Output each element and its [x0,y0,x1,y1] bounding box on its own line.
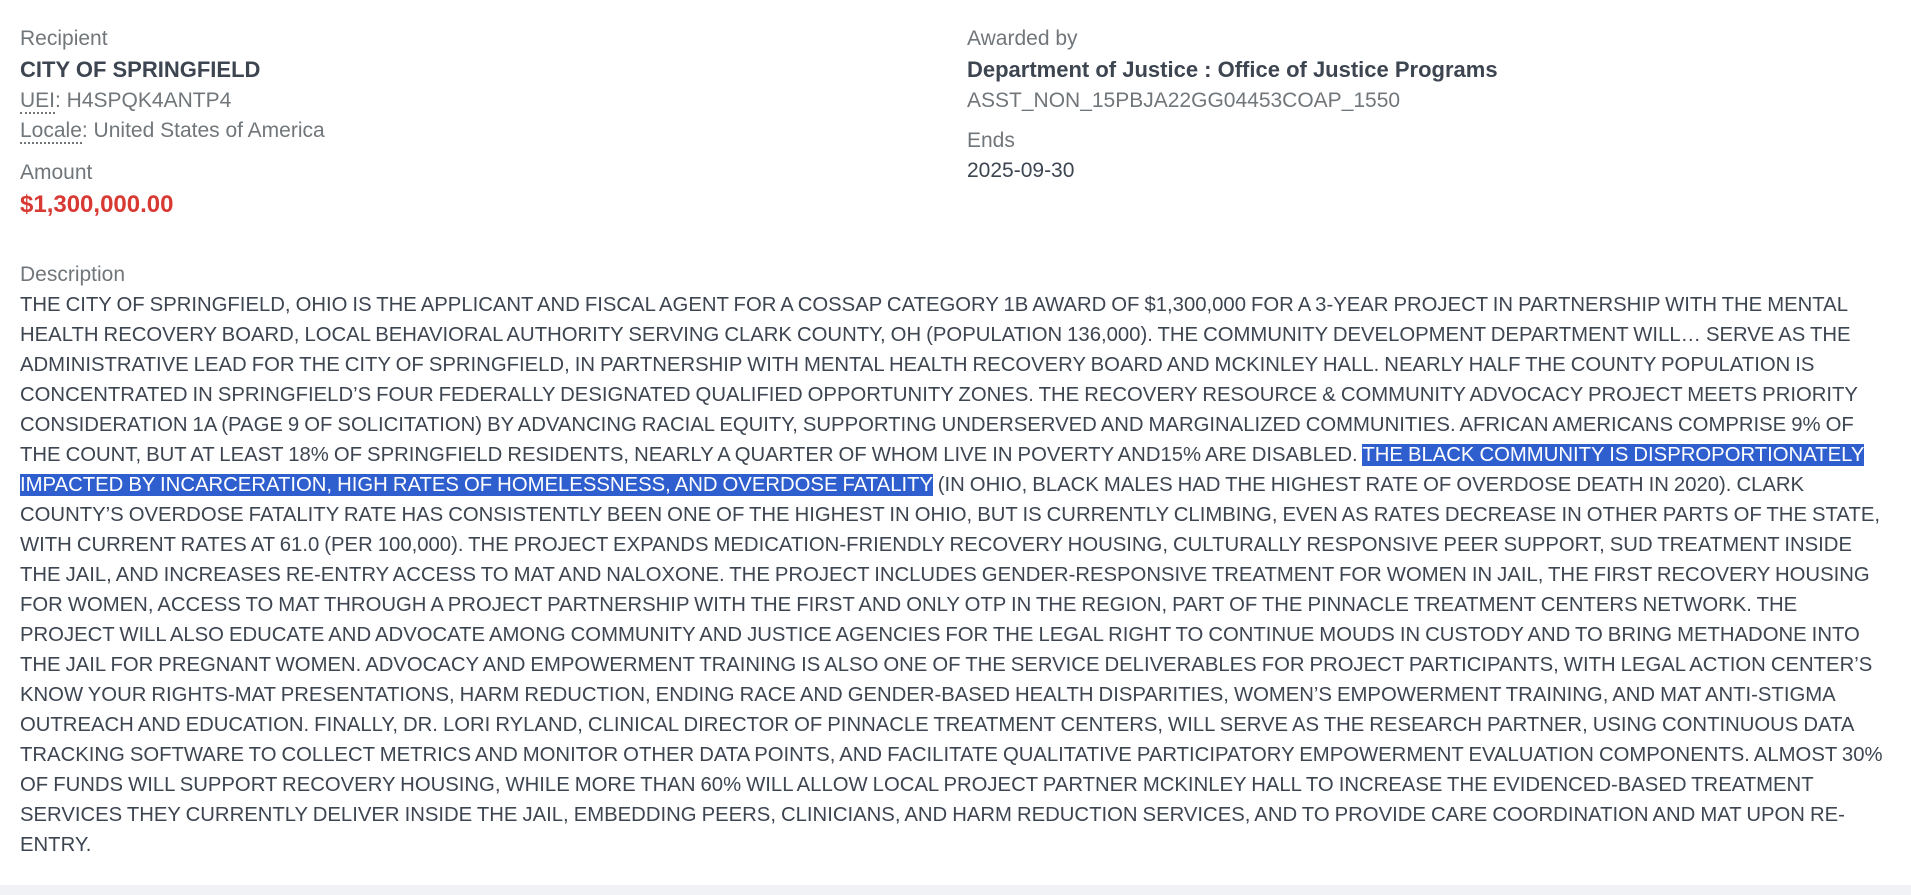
recipient-locale [20,116,920,146]
recipient-column [20,24,920,222]
awarded-by-label: Awarded by [967,27,1078,50]
ends-label: Ends [967,129,1015,152]
description-text-after: (IN OHIO, BLACK MALES HAD THE HIGHEST RATE OF OVERDOSE DEATH IN 2020). CLARK COUNTY’S OVERDOSE FATALITY RATE HAS CONSISTENTLY BEEN ONE OF THE HIGHEST IN OHIO, BUT IS CURRENTLY CLIMBING, EVEN AS RATES DECREASE IN OTHER PARTS OF THE STATE, WITH CURRENT RATES AT 61.0 (PER 100,000). THE PROJECT EXPANDS MEDICATION-FRIENDLY RECOVERY HOUSING, CULTURALLY RESPONSIVE PEER SUPPORT, SUD TREATMENT INSIDE THE JAIL, AND INCREASES RE-ENTRY ACCESS TO MAT AND NALOXONE. THE PROJECT INCLUDES GENDER-RESPONSIVE TREATMENT FOR WOMEN IN JAIL, THE FIRST RECOVERY HOUSING FOR WOMEN, ACCESS TO MAT THROUGH A PROJECT PARTNERSHIP WITH THE FIRST AND ONLY OTP IN THE REGION, PART OF THE PINNACLE TREATMENT CENTERS NETWORK. THE PROJECT WILL ALSO EDUCATE AND ADVOCATE AMONG COMMUNITY AND JUSTICE AGENCIES FOR THE LEGAL RIGHT TO CONTINUE MOUDS IN CUSTODY AND TO BRING METHADONE INTO THE JAIL FOR PREGNANT WOMEN. ADVOCACY AND EMPOWERMENT TRAINING IS ALSO ONE OF THE SERVICE DELIVERABLES FOR PROJECT PARTICIPANTS, WITH LEGAL ACTION CENTER’S KNOW YOUR RIGHTS-MAT PRESENTATIONS, HARM REDUCTION, ENDING RACE AND GENDER-BASED HEALTH DISPARITIES, WOMEN’S EMPOWERMENT TRAINING, AND MAT ANTI-STIGMA OUTREACH AND EDUCATION. FINALLY, DR. LORI RYLAND, CLINICAL DIRECTOR OF PINNACLE TREATMENT CENTERS, WILL SERVE AS THE RESEARCH PARTNER, USING CONTINUOUS DATA TRACKING SOFTWARE TO COLLECT METRICS AND MONITOR OTHER DATA POINTS, AND FACILITATE QUALITATIVE PARTICIPATORY EMPOWERMENT EVALUATION COMPONENTS. ALMOST 30% OF FUNDS WILL SUPPORT RECOVERY HOUSING, WHILE MORE THAN 60% WILL ALLOW LOCAL PROJECT PARTNER MCKINLEY HALL TO INCREASE THE EVIDENCED-BASED TREATMENT SERVICES THEY CURRENTLY DELIVER INSIDE THE JAIL, EMBEDDING PEERS, CLINICIANS, AND HARM REDUCTION SERVICES, AND TO PROVIDE CARE COORDINATION AND MAT UPON RE-ENTRY. [20,474,1883,856]
award-id: ASST_NON_15PBJA22GG04453COAP_1550 [967,89,1401,112]
description-text [20,290,1895,860]
description-text-before: THE CITY OF SPRINGFIELD, OHIO IS THE APPLICANT AND FISCAL AGENT FOR A COSSAP CATEGORY 1B AWARD OF $1,300,000 FOR A 3-YEAR PROJECT IN PARTNERSHIP WITH THE MENTAL HEALTH RECOVERY BOARD, LOCAL BEHAVIORAL AUTHORITY SERVING CLARK COUNTY, OH (POPULATION 136,000). THE COMMUNITY DEVELOPMENT DEPARTMENT WILL… SERVE AS THE ADMINISTRATIVE LEAD FOR THE CITY OF SPRINGFIELD, IN PARTNERSHIP WITH MENTAL HEALTH RECOVERY BOARD AND MCKINLEY HALL. NEARLY HALF THE COUNTY POPULATION IS CONCENTRATED IN SPRINGFIELD’S FOUR FEDERALLY DESIGNATED QUALIFIED OPPORTUNITY ZONES. THE RECOVERY RESOURCE & COMMUNITY ADVOCACY PROJECT MEETS PRIORITY CONSIDERATION 1A (PAGE 9 OF SOLICITATION) BY ADVANCING RACIAL EQUITY, SUPPORTING UNDERSERVED AND MARGINALIZED COMMUNITIES. AFRICAN AMERICANS COMPRISE 9% OF THE COUNT, BUT AT LEAST 18% OF SPRINGFIELD RESIDENTS, NEARLY A QUARTER OF WHOM LIVE IN POVERTY AND15% ARE DISABLED. [20,294,1858,466]
awarding-agency[interactable]: Department of Justice : Office of Justice Programs [967,57,1498,82]
amount-value: $1,300,000.00 [20,191,174,218]
uei-abbr[interactable]: UEI [20,89,56,112]
amount-label: Amount [20,161,93,184]
description-label: Description [20,263,126,286]
recipient-uei [20,86,920,116]
uei-value: : H4SPQK4ANTP4 [55,89,232,112]
locale-value: : United States of America [81,119,325,142]
description-section [20,260,1900,860]
recipient-name[interactable]: CITY OF SPRINGFIELD [20,57,261,82]
award-summary [20,24,1900,244]
awarded-by-column [967,24,1867,186]
recipient-label: Recipient [20,27,108,50]
page-footer-strip [0,885,1911,895]
description-selected-text: THE BLACK COMMUNITY IS DISPROPORTIONATELY IMPACTED BY INCARCERATION, HIGH RATES OF HOMELESSNESS, AND OVERDOSE FATALITY [20,444,1865,496]
ends-value: 2025-09-30 [967,159,1075,182]
locale-abbr[interactable]: Locale [20,119,82,142]
